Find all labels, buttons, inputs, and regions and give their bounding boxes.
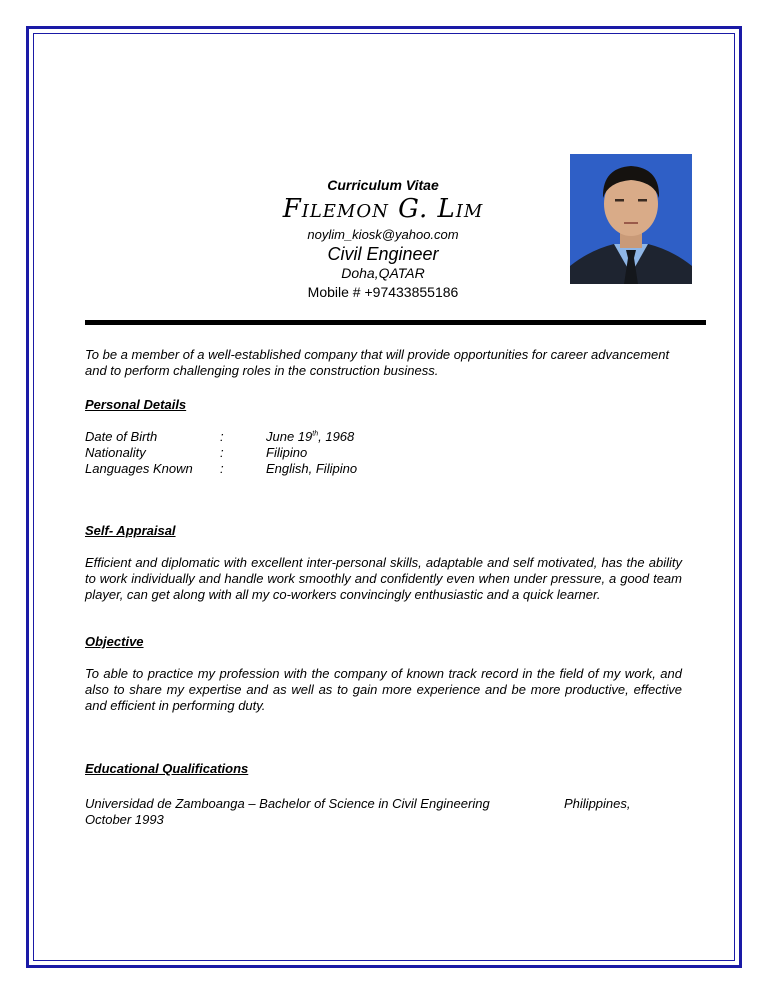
self-appraisal-text: Efficient and diplomatic with excellent inter-personal skills, adaptable and self motivated, has the ability to work individually and handle work smoothly and confidently even when under pressure, a good team player, can get along with all my co-workers convincingly enthusiastic and a quick learner. bbox=[85, 555, 682, 602]
job-title: Civil Engineer bbox=[327, 244, 439, 264]
mobile-number: Mobile # +97433855186 bbox=[307, 284, 459, 300]
detail-value: English, Filipino bbox=[266, 461, 358, 476]
detail-row bbox=[85, 429, 682, 445]
detail-value: June 19th, 1968 bbox=[266, 429, 355, 444]
education-date: October 1993 bbox=[85, 812, 164, 827]
resume-header bbox=[230, 176, 536, 302]
email: noylim_kiosk@yahoo.com bbox=[307, 227, 459, 242]
objective-heading: Objective bbox=[85, 634, 144, 649]
detail-row bbox=[85, 445, 682, 461]
portrait-image bbox=[570, 154, 692, 284]
detail-value: Filipino bbox=[266, 445, 308, 460]
degree: Universidad de Zamboanga – Bachelor of Science in Civil Engineering bbox=[85, 796, 490, 811]
education-heading: Educational Qualifications bbox=[85, 761, 249, 776]
intro-text: To be a member of a well-established company that will provide opportunities for career advancement and to perform challenging roles in the construction business. bbox=[85, 347, 670, 378]
detail-row bbox=[85, 461, 682, 477]
detail-separator: : bbox=[220, 445, 224, 460]
personal-details-heading: Personal Details bbox=[85, 397, 187, 412]
self-appraisal-heading: Self- Appraisal bbox=[85, 523, 176, 538]
objective-text: To able to practice my profession with the company of known track record in the field of my work, and also to share my expertise and as well as to gain more experience and be more productive, effective and efficient in performing duty. bbox=[85, 666, 682, 713]
education-place: Philippines, bbox=[564, 796, 631, 811]
detail-separator: : bbox=[220, 429, 224, 444]
resume-body bbox=[85, 347, 682, 828]
detail-separator: : bbox=[220, 461, 224, 476]
detail-label: Date of Birth bbox=[85, 429, 158, 444]
detail-label: Languages Known bbox=[85, 461, 193, 476]
personal-details-table bbox=[85, 429, 682, 477]
profile-photo bbox=[570, 154, 692, 284]
candidate-name: Filemon G. Lim bbox=[282, 194, 484, 224]
location: Doha,QATAR bbox=[341, 265, 425, 281]
cv-label: Curriculum Vitae bbox=[327, 177, 439, 193]
education-entry bbox=[85, 796, 682, 828]
detail-label: Nationality bbox=[85, 445, 146, 460]
header-divider bbox=[85, 320, 706, 325]
